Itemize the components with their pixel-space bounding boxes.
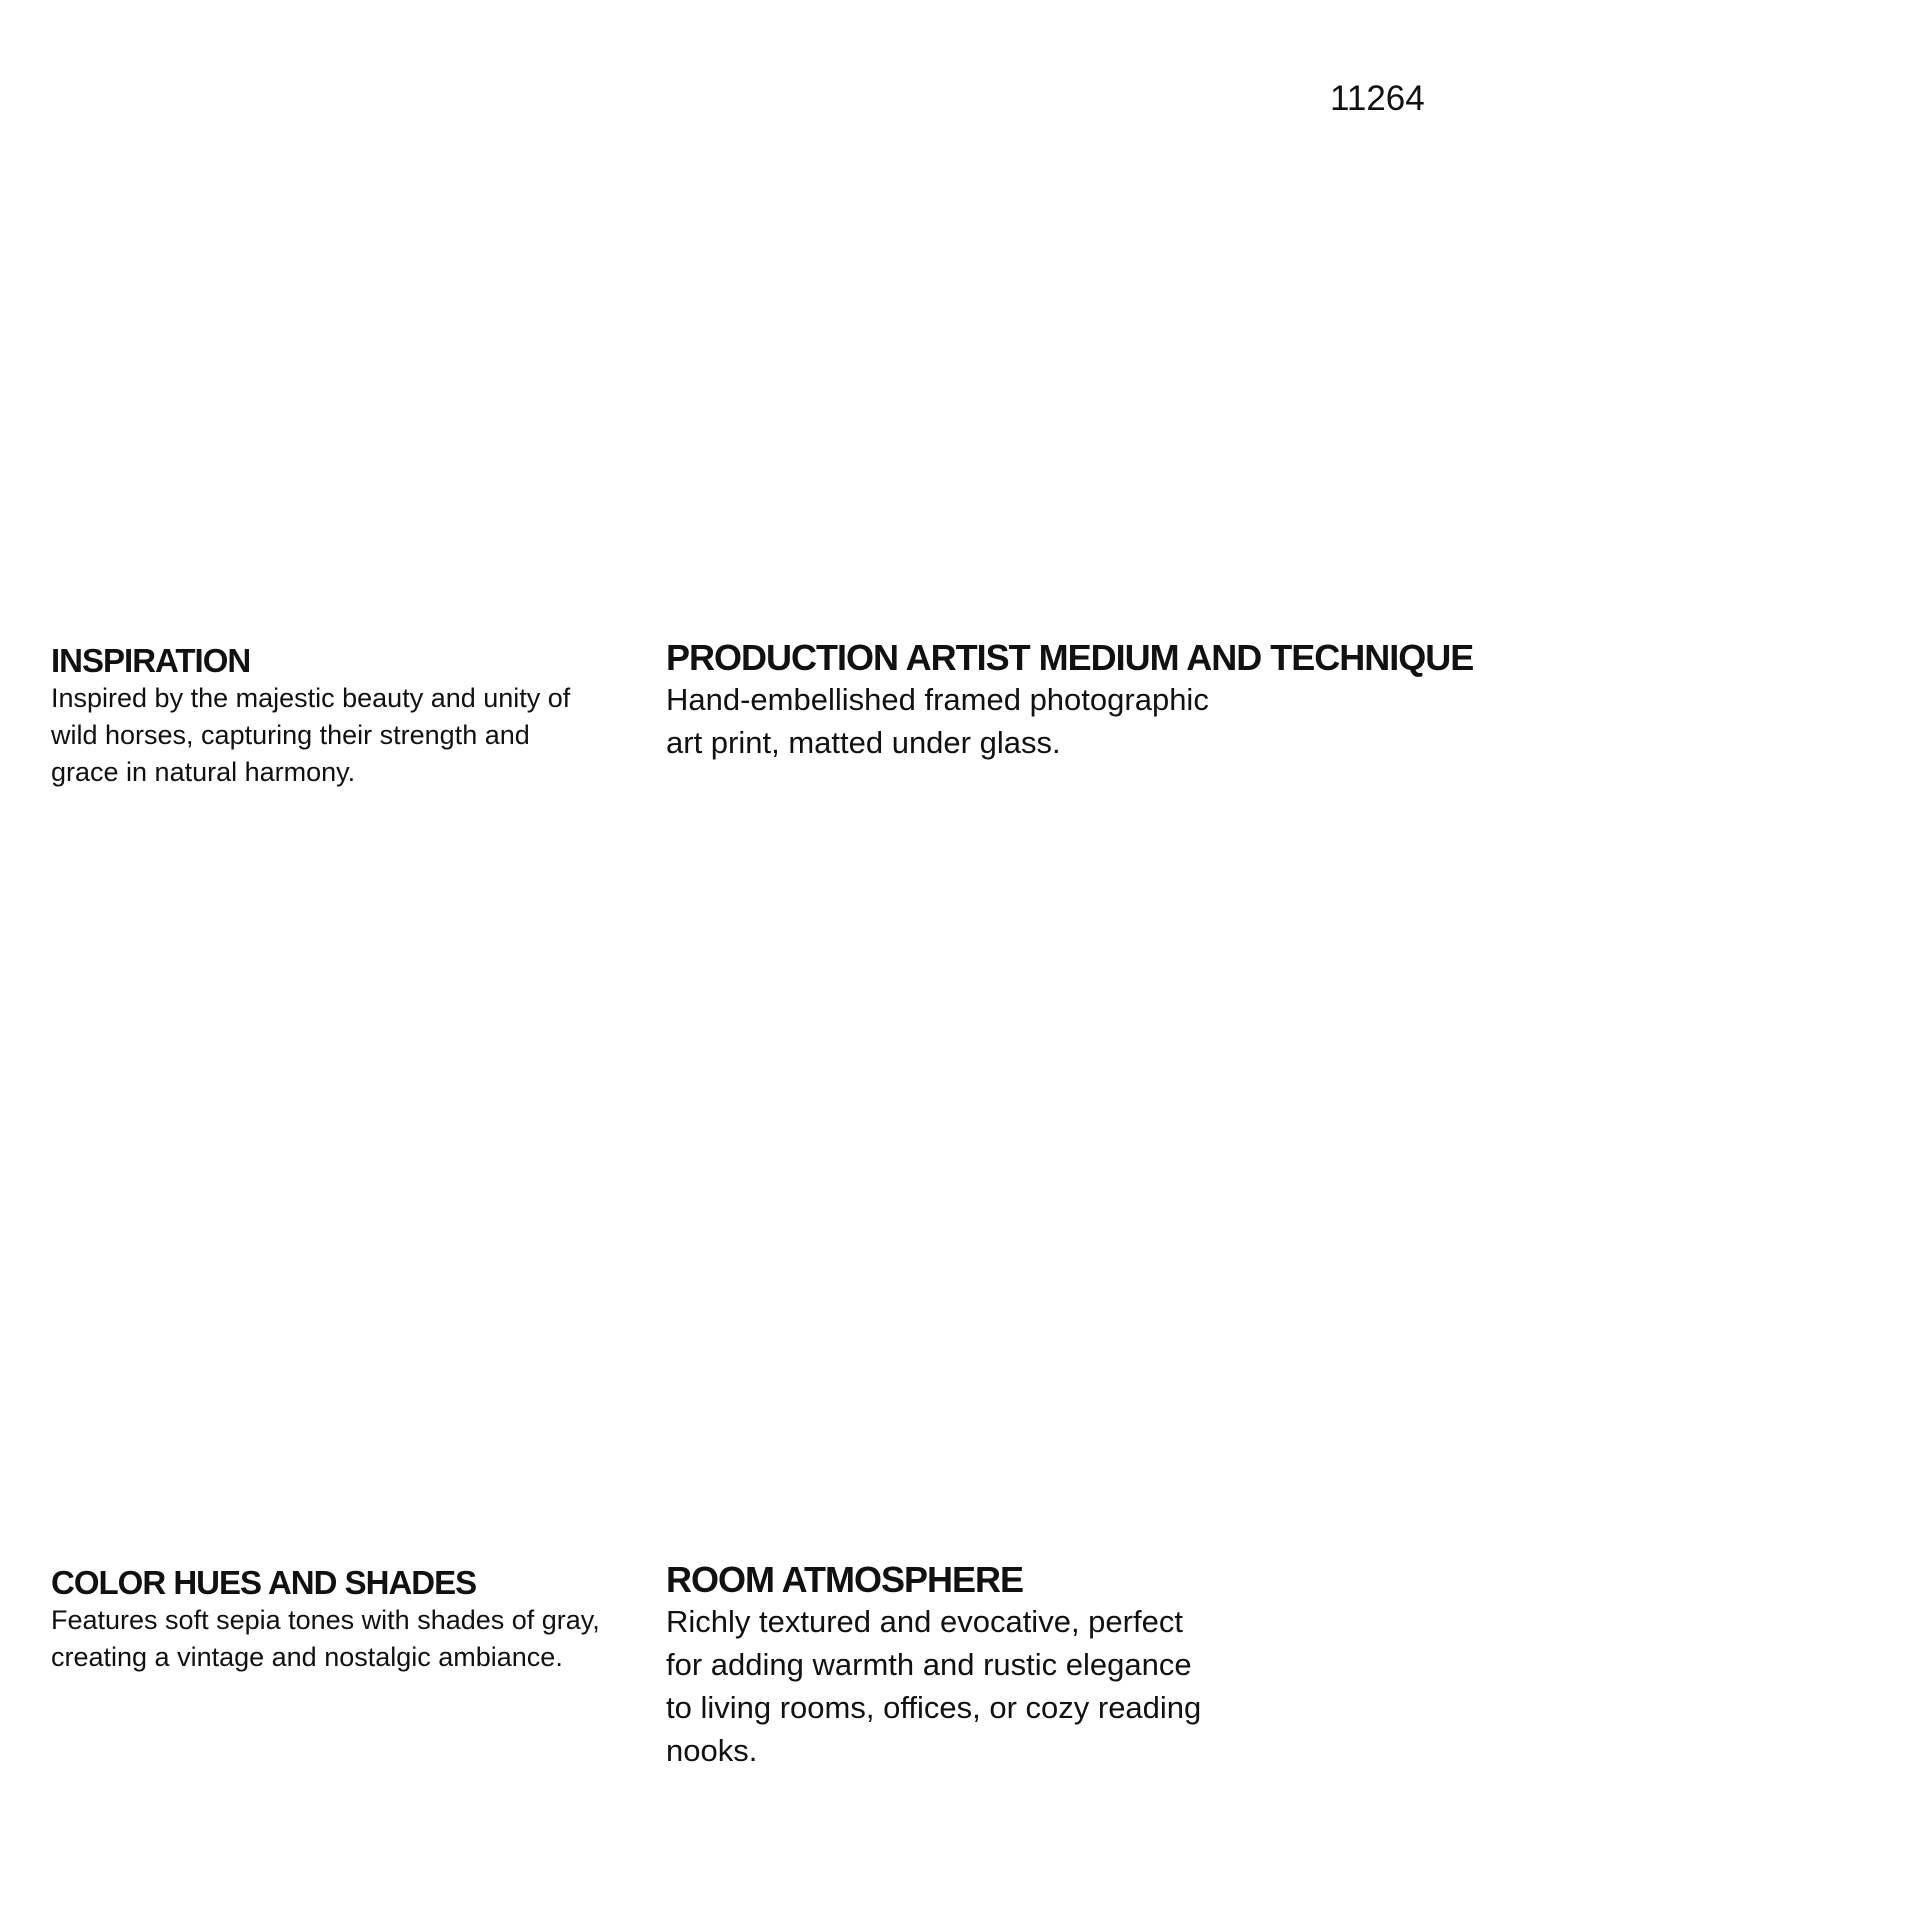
inspiration-line: grace in natural harmony.	[51, 757, 356, 787]
color-line: Features soft sepia tones with shades of gray,	[51, 1605, 600, 1635]
production-section	[666, 637, 1474, 764]
color-heading: COLOR HUES AND SHADES	[51, 1564, 477, 1601]
inspiration-line: Inspired by the majestic beauty and unity of	[51, 683, 571, 713]
room-atmosphere-text	[666, 1600, 1426, 1772]
production-line: art print, matted under glass.	[666, 725, 1061, 760]
room-atmosphere-section	[666, 1560, 1426, 1772]
color-section	[51, 1564, 631, 1676]
production-line: Hand-embellished framed photographic	[666, 682, 1209, 717]
room-atmosphere-line: to living rooms, offices, or cozy reading	[666, 1690, 1202, 1725]
inspiration-heading: INSPIRATION	[51, 642, 251, 679]
color-line: creating a vintage and nostalgic ambiance.	[51, 1642, 563, 1672]
room-atmosphere-line: nooks.	[666, 1733, 758, 1768]
room-atmosphere-heading: ROOM ATMOSPHERE	[666, 1559, 1024, 1600]
inspiration-line: wild horses, capturing their strength and	[51, 720, 530, 750]
production-heading: PRODUCTION ARTIST MEDIUM AND TECHNIQUE	[666, 637, 1474, 678]
inspiration-section	[51, 642, 631, 791]
inspiration-text	[51, 680, 631, 791]
production-text	[666, 678, 1426, 764]
color-text	[51, 1602, 631, 1676]
room-atmosphere-line: Richly textured and evocative, perfect	[666, 1604, 1183, 1639]
room-atmosphere-line: for adding warmth and rustic elegance	[666, 1647, 1192, 1682]
product-code: 11264	[1330, 79, 1425, 118]
